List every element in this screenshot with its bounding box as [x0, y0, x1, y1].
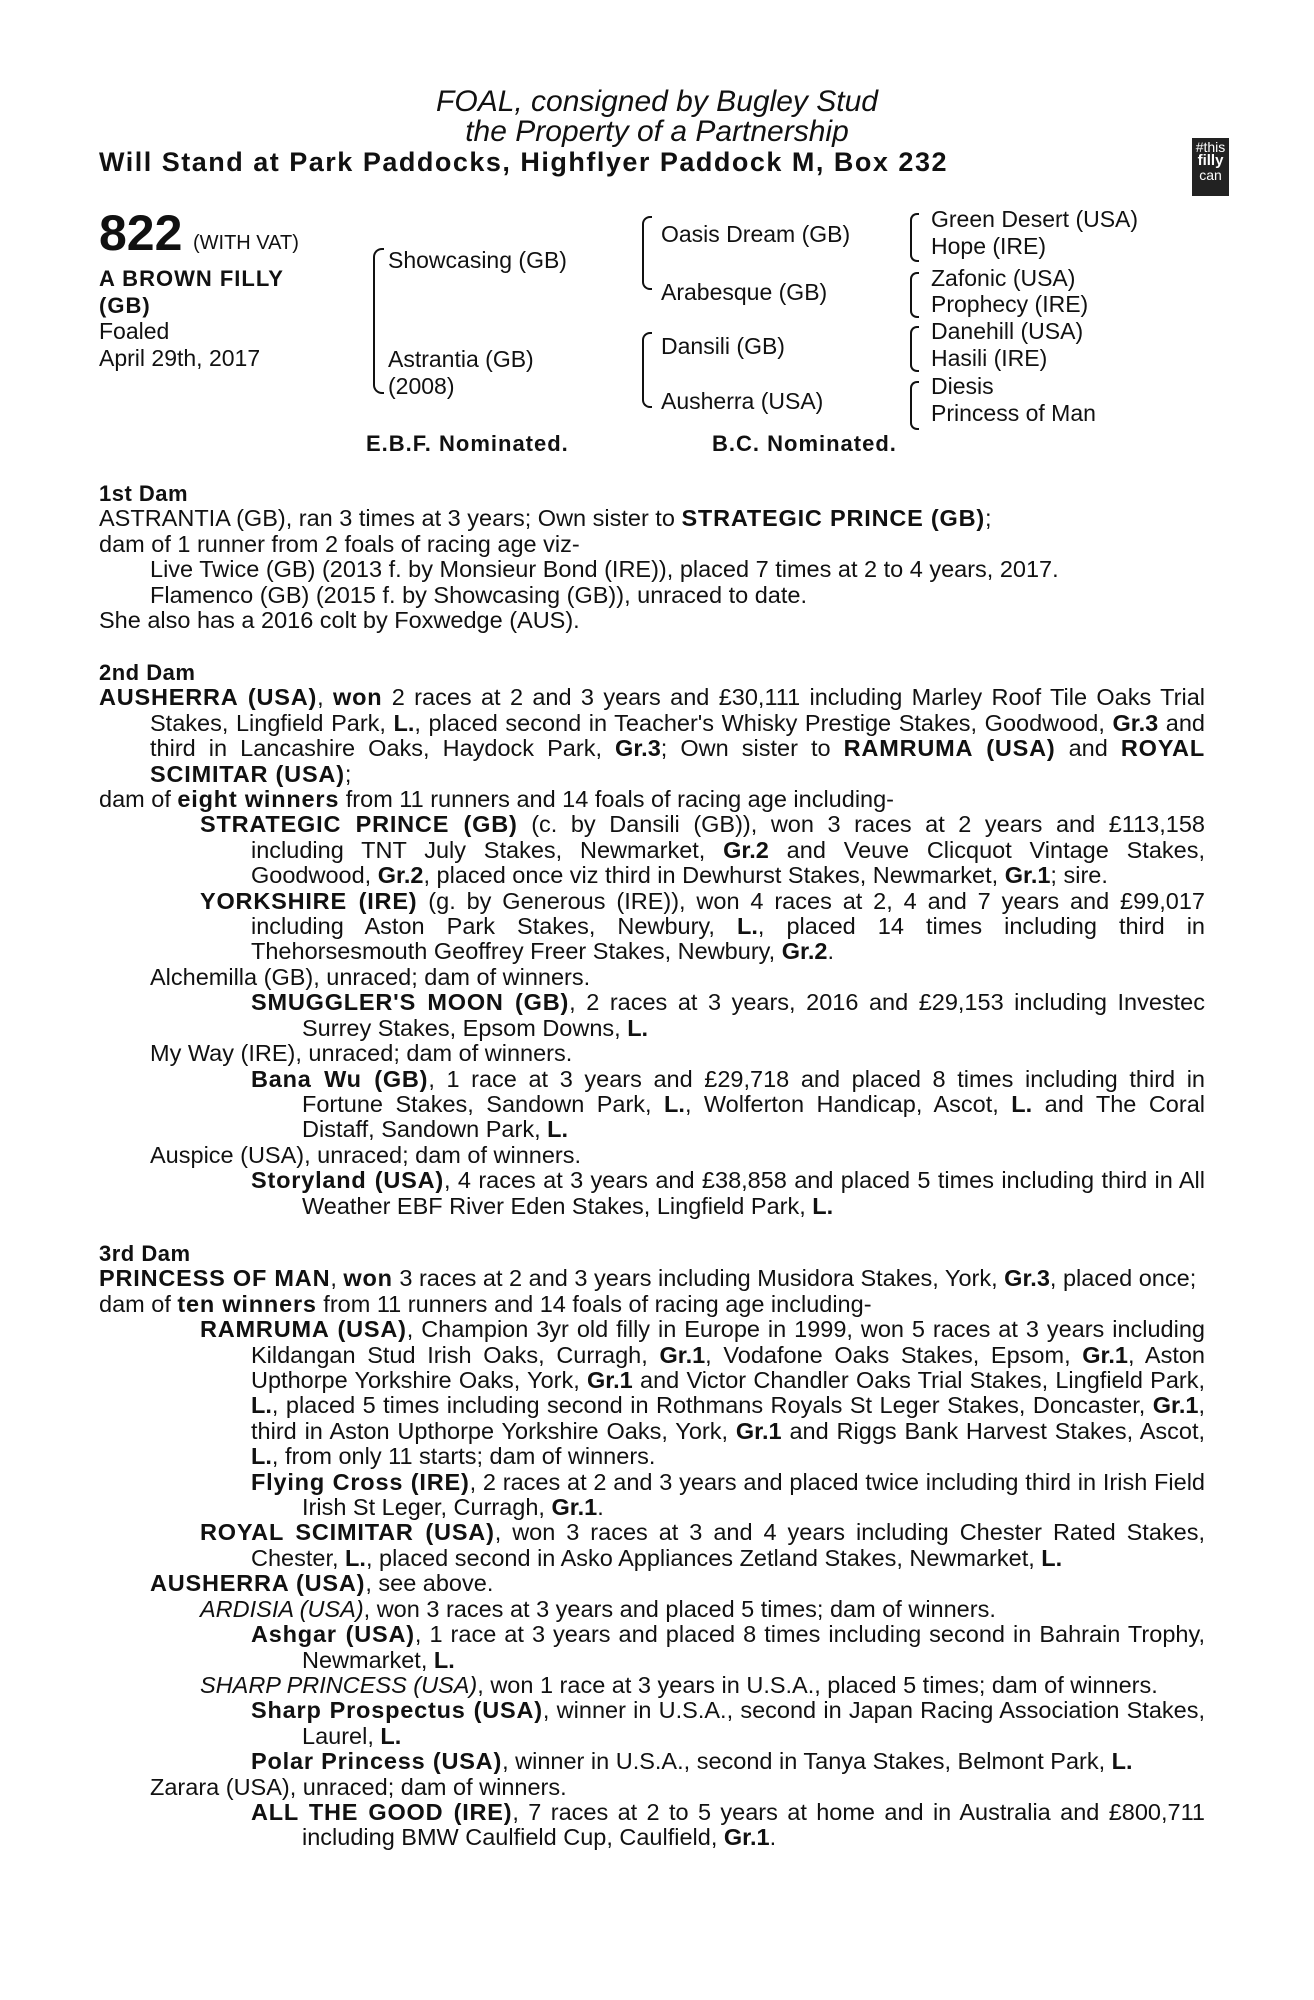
vat-label: (WITH VAT) — [193, 232, 299, 254]
foaled-label: Foaled — [99, 318, 170, 344]
pedigree-brace-g3-2 — [910, 272, 919, 318]
my-way-entry: My Way (IRE), unraced; dam of winners. — [150, 1040, 573, 1067]
first-dam-section — [99, 481, 1205, 633]
dam-year: (2008) — [388, 373, 455, 399]
first-dam-intro: ASTRANTIA (GB), ran 3 times at 3 years; Own sister to STRATEGIC PRINCE (GB); — [99, 505, 992, 532]
badge-line-1: #this — [1195, 139, 1226, 155]
g3-3: Zafonic (USA) — [931, 265, 1076, 291]
pedigree-brace-dam — [642, 332, 652, 408]
storyland-entry: Storyland (USA), 4 races at 3 years and £38,858 and placed 5 times including third in All Weather EBF River Eden Stakes, Lingfield Park, L. — [251, 1167, 1205, 1219]
badge-line-3: can — [1199, 167, 1222, 183]
pedigree-brace-g3-1 — [910, 213, 919, 262]
smugglers-moon-entry: SMUGGLER'S MOON (GB), 2 races at 3 years, 2016 and £29,153 including Investec Surrey Stakes, Epsom Downs, L. — [251, 989, 1205, 1041]
g3-6: Hasili (IRE) — [931, 345, 1048, 371]
horse-line-2: (GB) — [99, 293, 151, 318]
property-line: the Property of a Partnership — [465, 115, 849, 148]
ebf-nomination: E.B.F. Nominated. — [366, 431, 569, 456]
ausherra-entry: AUSHERRA (USA), won 2 races at 2 and 3 years and £30,111 including Marley Roof Tile Oaks Trial Stakes, Lingfield Park, L., placed second in Teacher's Whisky Prestige Stakes, Goodwood, Gr.3 and third in Lancashire Oaks, Haydock Park, Gr.3; Own sister to RAMRUMA (USA) and ROYAL SCIMITAR (USA); — [99, 684, 1205, 787]
consignor-line: FOAL, consigned by Bugley Stud — [436, 85, 878, 118]
produce-item: Flamenco (GB) (2015 f. by Showcasing (GB)), unraced to date. — [150, 581, 807, 608]
lot-number: 822 — [99, 205, 183, 261]
pedigree-brace-g3-3 — [910, 326, 919, 372]
g3-1: Green Desert (USA) — [931, 206, 1139, 232]
first-dam-heading: 1st Dam — [99, 481, 189, 506]
polar-princess-entry: Polar Princess (USA), winner in U.S.A., second in Tanya Stakes, Belmont Park, L. — [251, 1748, 1133, 1775]
pedigree-brace-g3-4 — [910, 381, 919, 430]
foaled-date: April 29th, 2017 — [99, 345, 261, 371]
g3-4: Prophecy (IRE) — [931, 291, 1089, 317]
zarara-entry: Zarara (USA), unraced; dam of winners. — [150, 1773, 567, 1800]
flying-cross-entry: Flying Cross (IRE), 2 races at 2 and 3 years and placed twice including third in Irish Field Irish St Leger, Curragh, Gr.1. — [251, 1468, 1205, 1521]
dam-dam: Ausherra (USA) — [661, 388, 824, 414]
second-dam-heading: 2nd Dam — [99, 660, 196, 685]
royal-scimitar-entry: ROYAL SCIMITAR (USA), won 3 races at 3 and 4 years including Chester Rated Stakes, Chester, L., placed second in Asko Appliances Zetland Stakes, Newmarket, L. — [200, 1519, 1205, 1571]
second-dam-produce-summary: dam of eight winners from 11 runners and 14 foals of racing age including- — [99, 786, 895, 813]
sharp-prospectus-entry: Sharp Prospectus (USA), winner in U.S.A., second in Japan Racing Association Stakes, Laurel, L. — [251, 1697, 1205, 1749]
ashgar-entry: Ashgar (USA), 1 race at 3 years and placed 8 times including second in Bahrain Trophy, Newmarket, L. — [251, 1621, 1205, 1673]
sharp-princess-entry: SHARP PRINCESS (USA), won 1 race at 3 years in U.S.A., placed 5 times; dam of winners. — [200, 1671, 1158, 1698]
ramruma-entry: RAMRUMA (USA), Champion 3yr old filly in Europe in 1999, won 5 races at 3 years including Kildangan Stud Irish Oaks, Curragh, Gr.1, Vodafone Oaks Stakes, Epsom, Gr.1, Aston Upthorpe Yorkshire Oaks, York, Gr.1 and Victor Chandler Oaks Trial Stakes, Lingfield Park, L., placed 5 times including second in Rothmans Royals St Leger Stakes, Doncaster, Gr.1, third in Aston Upthorpe Yorkshire Oaks, York, Gr.1 and Riggs Bank Harvest Stakes, Ascot, L., from only 11 starts; dam of winners. — [200, 1316, 1206, 1470]
all-the-good-entry: ALL THE GOOD (IRE), 7 races at 2 to 5 years at home and in Australia and £800,711 including BMW Caulfield Cup, Caulfield, Gr.1. — [251, 1798, 1205, 1851]
yorkshire-entry: YORKSHIRE (IRE) (g. by Generous (IRE)), won 4 races at 2, 4 and 7 years and £99,017 including Aston Park Stakes, Newbury, L., placed 14 times including third in Thehorsesmouth Geoffrey Freer Stakes, Newbury, Gr.2. — [200, 887, 1205, 965]
alchemilla-entry: Alchemilla (GB), unraced; dam of winners. — [150, 963, 591, 990]
third-dam-produce-summary: dam of ten winners from 11 runners and 14 foals of racing age including- — [99, 1290, 872, 1317]
princess-of-man-entry: PRINCESS OF MAN, won 3 races at 2 and 3 years including Musidora Stakes, York, Gr.3, placed once; — [99, 1265, 1197, 1292]
produce-item: Live Twice (GB) (2013 f. by Monsieur Bond (IRE)), placed 7 times at 2 to 4 years, 2017. — [150, 556, 1059, 583]
g3-8: Princess of Man — [931, 400, 1096, 426]
ardisia-entry: ARDISIA (USA), won 3 races at 3 years and placed 5 times; dam of winners. — [200, 1595, 996, 1622]
dam: Astrantia (GB) — [388, 346, 534, 372]
foaled-info — [99, 318, 260, 372]
first-dam-also: She also has a 2016 colt by Foxwedge (AUS). — [99, 607, 580, 634]
location-line: Will Stand at Park Paddocks, Highflyer Paddock M, Box 232 — [99, 147, 948, 177]
auspice-entry: Auspice (USA), unraced; dam of winners. — [150, 1141, 582, 1168]
sire-dam: Arabesque (GB) — [661, 279, 828, 305]
dam-sire: Dansili (GB) — [661, 333, 785, 359]
sire-sire: Oasis Dream (GB) — [661, 221, 851, 247]
pedigree-brace-gen1 — [373, 248, 384, 394]
sire: Showcasing (GB) — [388, 247, 567, 273]
hashtag-badge — [1192, 138, 1229, 196]
bc-nomination: B.C. Nominated. — [712, 431, 897, 456]
badge-line-2: filly — [1197, 152, 1224, 169]
ausherra-ref-entry: AUSHERRA (USA), see above. — [150, 1570, 494, 1597]
bana-wu-entry: Bana Wu (GB), 1 race at 3 years and £29,718 and placed 8 times including third in Fortune Stakes, Sandown Park, L., Wolferton Handicap, Ascot, L. and The Coral Distaff, Sandown Park, L. — [251, 1065, 1205, 1143]
third-dam-section — [99, 1241, 1205, 1851]
g3-7: Diesis — [931, 373, 994, 399]
third-dam-heading: 3rd Dam — [99, 1241, 191, 1266]
g3-5: Danehill (USA) — [931, 318, 1084, 344]
g3-2: Hope (IRE) — [931, 233, 1047, 259]
first-dam-produce-summary: dam of 1 runner from 2 foals of racing age viz- — [99, 530, 580, 557]
horse-description — [99, 265, 284, 319]
horse-line-1: A BROWN FILLY — [99, 266, 284, 291]
strategic-prince-entry: STRATEGIC PRINCE (GB) (c. by Dansili (GB)), won 3 races at 2 years and £113,158 including TNT July Stakes, Newmarket, Gr.2 and Veuve Clicquot Vintage Stakes, Goodwood, Gr.2, placed once viz third in Dewhurst Stakes, Newmarket, Gr.1; sire. — [200, 811, 1205, 889]
pedigree-brace-sire — [642, 216, 652, 290]
second-dam-section — [99, 660, 1205, 1219]
